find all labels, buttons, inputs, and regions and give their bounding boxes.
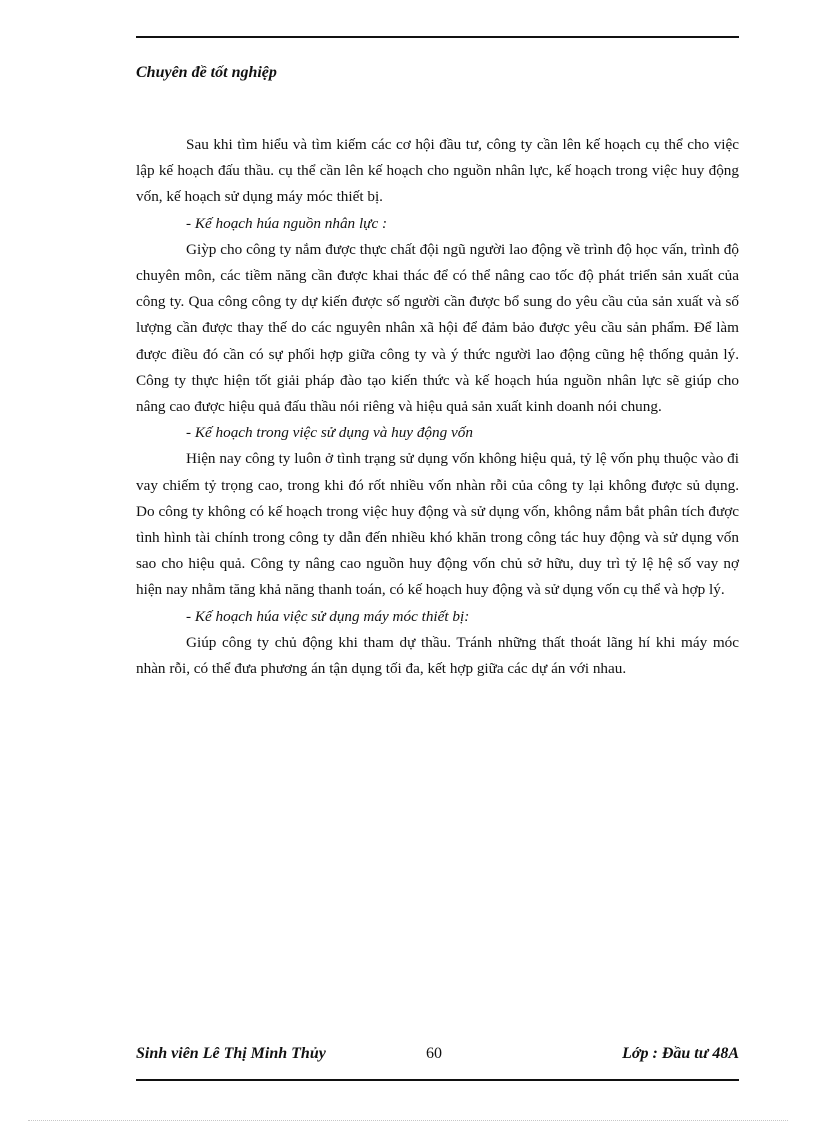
page-footer: [136, 1045, 739, 1069]
footer-student-name: Sinh viên Lê Thị Minh Thủy: [136, 1045, 326, 1062]
paragraph-capital: Hiện nay công ty luôn ở tình trạng sử dụng vốn không hiệu quả, tỷ lệ vốn phụ thuộc vào đi vay chiếm tỷ trọng cao, trong khi đó rốt nhiều vốn nhàn rỗi của công ty lại không được sủ dụng. Do công ty không có kế hoạch trong việc huy động và sử dụng vốn, không nắm bắt phân tích được tình hình tài chính trong công ty dẫn đến nhiều khó khăn trong công tác huy động và sử dụng vốn sao cho hiệu quả. Công ty nâng cao nguồn huy động vốn chủ sở hữu, duy trì tỷ lệ hệ số vay nợ hiện nay nhằm tăng khả năng thanh toán, có kế hoạch huy động và sử dụng vốn cụ thể và hợp lý.: [136, 450, 739, 599]
footer-page-number: 60: [426, 1045, 442, 1062]
page-header-title: Chuyên đề tốt nghiệp: [136, 64, 277, 81]
header-rule: [136, 36, 739, 38]
paragraph-human-resources: Giỳp cho công ty nắm được thực chất đội ngũ người lao động về trình độ học vấn, trình độ chuyên môn, các tiềm năng cần được khai thác để có thể nâng cao tốc độ phát triển sản xuất của công ty. Qua công công ty dự kiến được số người cần được bổ sung do yêu cầu của sản xuất và số lượng cần được thay thế do các nguyên nhân xã hội để đảm bảo được yêu cầu sản phẩm. Để làm được điều đó cần có sự phối hợp giữa công ty và ý thức người lao động cũng hệ thống quản lý. Công ty thực hiện tốt giải pháp đào tạo kiến thức và kế hoạch húa nguồn nhân lực sẽ giúp cho nâng cao được hiệu quả đấu thầu nói riêng và hiệu quả sản xuất kinh doanh nói chung.: [136, 240, 739, 416]
footer-class-label: Lớp : Đầu tư 48A: [622, 1045, 739, 1062]
section-heading-equipment: - Kế hoạch húa việc sử dụng máy móc thiết bị:: [186, 607, 470, 625]
document-body: [136, 132, 739, 682]
footer-rule: [136, 1079, 739, 1081]
section-heading-capital: - Kế hoạch trong việc sử dụng và huy động vốn: [186, 424, 473, 442]
section-heading-human-resources: - Kế hoạch húa nguồn nhân lực :: [186, 214, 388, 232]
page-edge-dotted-line: [28, 1120, 788, 1121]
paragraph-equipment: Giúp công ty chủ động khi tham dự thầu. Tránh những thất thoát lãng hí khi máy móc nhàn rỗi, có thể đưa phương án tận dụng tối đa, kết hợp giữa các dự án với nhau.: [136, 633, 739, 678]
paragraph-intro: Sau khi tìm hiểu và tìm kiếm các cơ hội đầu tư, công ty cần lên kế hoạch cụ thể cho việc lập kế hoạch đấu thầu. cụ thể cần lên kế hoạch cho nguồn nhân lực, kế hoạch trong việc huy động vốn, kế hoạch sử dụng máy móc thiết bị.: [136, 136, 739, 206]
